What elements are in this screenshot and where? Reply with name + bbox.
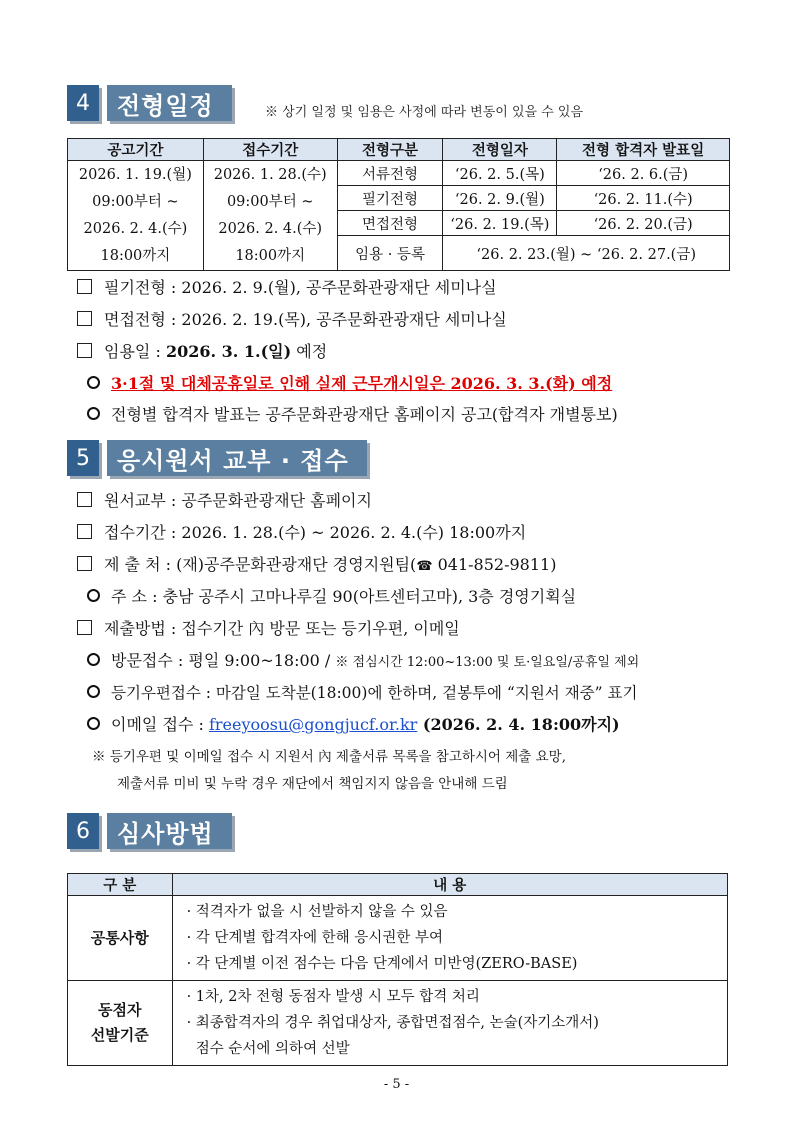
announce-date-cell: ‘26. 2. 6.(금) xyxy=(557,161,730,186)
tiebreak-item: · 최종합격자의 경우 취업대상자, 종합면접점수, 논술(자기소개서) xyxy=(186,1015,599,1031)
notice-period-cell xyxy=(68,161,204,271)
tiebreak-content xyxy=(172,981,727,1066)
start-date-note xyxy=(87,373,612,395)
checkbox-square-icon xyxy=(77,524,92,539)
section-6-title: 심사방법 xyxy=(107,813,232,849)
announce-note xyxy=(87,404,618,426)
visit-text: 방문접수 : 평일 9:00~18:00 / xyxy=(111,651,336,670)
phone-icon: ☎ xyxy=(416,559,433,574)
receipt-period-line: 18:00까지 xyxy=(235,247,306,264)
common-item: · 각 단계별 이전 점수는 다음 단계에서 미반영(ZERO-BASE) xyxy=(186,956,578,972)
section-6-header xyxy=(67,813,232,849)
schedule-table xyxy=(67,138,730,271)
section-5-number: 5 xyxy=(67,440,99,476)
header-screening-date: 전형일자 xyxy=(443,139,557,161)
notice-period-line: 09:00부터 ~ xyxy=(92,193,179,210)
submit-place-item xyxy=(77,554,556,578)
section-6-number: 6 xyxy=(67,813,99,849)
section-4-header xyxy=(67,85,232,121)
submission-notice-line-1: ※ 등기우편 및 이메일 접수 시 지원서 內 제출서류 목록을 참고하시어 제출 요망, xyxy=(92,749,567,765)
appointment-label: 임용일 : xyxy=(104,342,166,361)
checkbox-square-icon xyxy=(77,556,92,571)
address-item xyxy=(87,586,576,608)
checkbox-square-icon xyxy=(77,279,92,294)
distribution-item xyxy=(77,490,372,512)
start-date-red-note: 3·1절 및 대체공휴일로 인해 실제 근무개시일은 2026. 3. 3.(화) 예정 xyxy=(111,374,613,393)
header-announce-date: 전형 합격자 발표일 xyxy=(557,139,730,161)
visit-small-note: ※ 점심시간 12:00~13:00 및 토·일요일/공휴일 제외 xyxy=(335,655,640,670)
category-label: 공통사항 xyxy=(90,928,149,947)
written-exam-text: 필기전형 : 2026. 2. 9.(월), 공주문화관광재단 세미나실 xyxy=(104,278,497,297)
bullet-circle-icon xyxy=(87,589,100,602)
submit-phone: 041-852-9811) xyxy=(432,555,557,574)
appointment-period-cell: ‘26. 2. 23.(월) ~ ‘26. 2. 27.(금) xyxy=(443,236,730,271)
category-tiebreak xyxy=(68,981,173,1066)
period-text: 접수기간 : 2026. 1. 28.(수) ~ 2026. 2. 4.(수) 18:00까지 xyxy=(104,523,527,542)
email-link[interactable]: freeyoosu@gongjucf.or.kr xyxy=(208,715,418,734)
schedule-change-note: ※ 상기 일정 및 임용은 사정에 따라 변동이 있을 수 있음 xyxy=(265,105,584,120)
written-exam-item xyxy=(77,277,497,299)
header-content: 내 용 xyxy=(172,874,727,896)
checkbox-square-icon xyxy=(77,620,92,635)
mail-item xyxy=(87,682,637,704)
header-notice-period: 공고기간 xyxy=(68,139,204,161)
checkbox-square-icon xyxy=(77,343,92,358)
bullet-circle-icon xyxy=(87,653,100,666)
email-item xyxy=(87,714,620,736)
common-item: · 적격자가 없을 시 선발하지 않을 수 있음 xyxy=(186,904,448,920)
section-5-header xyxy=(67,440,367,476)
period-item xyxy=(77,522,526,544)
interview-item xyxy=(77,309,507,331)
category-label: 선발기준 xyxy=(90,1026,149,1044)
appointment-item xyxy=(77,341,327,363)
appointment-date: 2026. 3. 1.(일) xyxy=(165,342,292,361)
bullet-circle-icon xyxy=(87,376,100,389)
tiebreak-item: · 1차, 2차 전형 동점자 발생 시 모두 합격 처리 xyxy=(186,989,480,1005)
screening-type-cell: 면접전형 xyxy=(337,211,443,236)
screening-date-cell: ‘26. 2. 5.(목) xyxy=(443,161,557,186)
header-category: 구 분 xyxy=(68,874,173,896)
category-label: 동점자 xyxy=(98,1001,142,1019)
screening-type-cell: 필기전형 xyxy=(337,186,443,211)
common-content xyxy=(172,896,727,981)
bullet-circle-icon xyxy=(87,407,100,420)
checkbox-square-icon xyxy=(77,311,92,326)
screening-type-cell: 서류전형 xyxy=(337,161,443,186)
category-common xyxy=(68,896,173,981)
page-number: - 5 - xyxy=(383,1077,410,1092)
screening-date-cell: ‘26. 2. 19.(목) xyxy=(443,211,557,236)
email-deadline: (2026. 2. 4. 18:00까지) xyxy=(417,715,620,734)
common-item: · 각 단계별 합격자에 한해 응시권한 부여 xyxy=(186,930,443,946)
bullet-circle-icon xyxy=(87,685,100,698)
header-receipt-period: 접수기간 xyxy=(203,139,337,161)
receipt-period-line: 2026. 2. 4.(수) xyxy=(218,220,323,237)
section-4-title: 전형일정 xyxy=(107,85,232,121)
announce-note-text: 전형별 합격자 발표는 공주문화관광재단 홈페이지 공고(합격자 개별통보) xyxy=(111,405,618,424)
notice-period-line: 2026. 2. 4.(수) xyxy=(83,220,188,237)
receipt-period-cell xyxy=(203,161,337,271)
screening-type-cell: 임용 · 등록 xyxy=(337,236,443,271)
announce-date-cell: ‘26. 2. 11.(수) xyxy=(557,186,730,211)
interview-text: 면접전형 : 2026. 2. 19.(목), 공주문화관광재단 세미나실 xyxy=(104,310,507,329)
email-label: 이메일 접수 : xyxy=(111,715,209,734)
method-text: 제출방법 : 접수기간 內 방문 또는 등기우편, 이메일 xyxy=(104,619,460,638)
evaluation-table xyxy=(67,873,728,1066)
notice-period-line: 2026. 1. 19.(월) xyxy=(78,166,192,183)
header-screening-type: 전형구분 xyxy=(337,139,443,161)
method-item xyxy=(77,618,460,640)
section-4-number: 4 xyxy=(67,85,99,121)
address-text: 주 소 : 충남 공주시 고마나루길 90(아트센터고마), 3층 경영기획실 xyxy=(111,587,577,606)
notice-period-line: 18:00까지 xyxy=(100,247,171,264)
tiebreak-item: 점수 순서에 의하여 선발 xyxy=(186,1041,350,1057)
screening-date-cell: ‘26. 2. 9.(월) xyxy=(443,186,557,211)
receipt-period-line: 2026. 1. 28.(수) xyxy=(213,166,327,183)
bullet-circle-icon xyxy=(87,717,100,730)
receipt-period-line: 09:00부터 ~ xyxy=(226,193,314,210)
submission-notice-line-2: 제출서류 미비 및 누락 경우 재단에서 책임지지 않음을 안내해 드림 xyxy=(117,776,508,792)
section-5-title: 응시원서 교부 · 접수 xyxy=(107,440,367,476)
submit-place-text: 제 출 처 : (재)공주문화관광재단 경영지원팀( xyxy=(104,555,417,574)
visit-item xyxy=(87,650,639,674)
announce-date-cell: ‘26. 2. 20.(금) xyxy=(557,211,730,236)
checkbox-square-icon xyxy=(77,492,92,507)
mail-text: 등기우편접수 : 마감일 도착분(18:00)에 한하며, 겉봉투에 “지원서 재중” 표기 xyxy=(111,684,638,702)
distribution-text: 원서교부 : 공주문화관광재단 홈페이지 xyxy=(104,491,372,510)
appointment-suffix: 예정 xyxy=(291,342,328,361)
